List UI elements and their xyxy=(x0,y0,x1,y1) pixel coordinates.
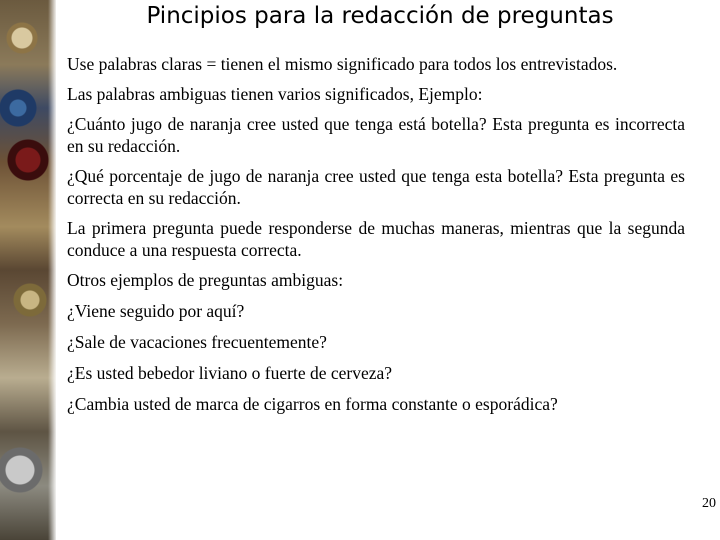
paragraph-ambiguous-words: Las palabras ambiguas tienen varios significados, Ejemplo: xyxy=(67,84,483,104)
example-question: ¿Cambia usted de marca de cigarros en forma constante o esporádica? xyxy=(67,394,558,414)
paragraph-clear-words: Use palabras claras = tienen el mismo significado para todos los entrevistados. xyxy=(67,54,618,74)
slide-title: Pincipios para la redacción de preguntas xyxy=(146,3,614,29)
slide-content xyxy=(67,53,685,424)
paragraph-correct-question: ¿Qué porcentaje de jugo de naranja cree usted que tenga esta botella? Esta pregunta es correcta en su redacción. xyxy=(67,166,685,208)
page-number: 20 xyxy=(702,496,716,511)
paragraph-explanation: La primera pregunta puede responderse de muchas maneras, mientras que la segunda conduce a una respuesta correcta. xyxy=(67,218,685,260)
example-question: ¿Es usted bebedor liviano o fuerte de cerveza? xyxy=(67,363,393,383)
paragraph-incorrect-question: ¿Cuánto jugo de naranja cree usted que tenga está botella? Esta pregunta es incorrecta en su redacción. xyxy=(67,114,685,156)
example-question: ¿Sale de vacaciones frecuentemente? xyxy=(67,332,327,352)
decorative-medals-image xyxy=(0,0,56,540)
paragraph-other-examples: Otros ejemplos de preguntas ambiguas: xyxy=(67,270,344,290)
example-question: ¿Viene seguido por aquí? xyxy=(67,301,245,321)
